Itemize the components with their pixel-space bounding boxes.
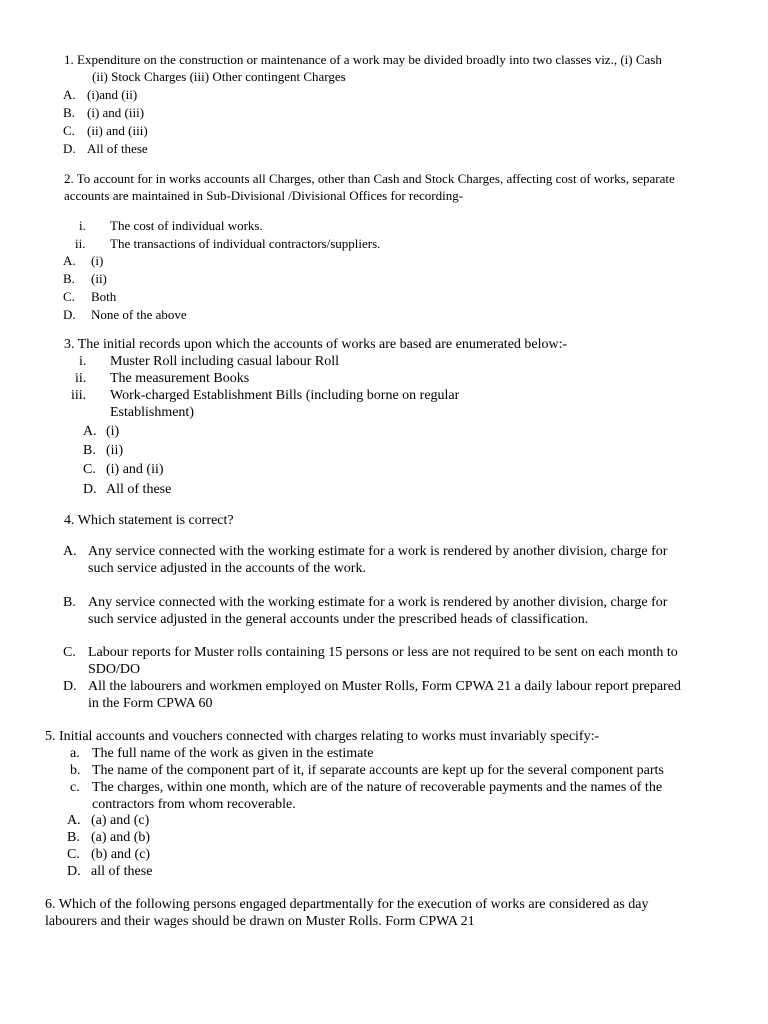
q4-option-b-line1: Any service connected with the working estimate for a work is rendered by another division, charge for [88, 595, 668, 610]
q4-option-a-line1: Any service connected with the working estimate for a work is rendered by another division, charge for [88, 544, 668, 559]
q1-text-line1: 1. Expenditure on the construction or maintenance of a work may be divided broadly into two classes viz., (i) Cash [64, 52, 662, 67]
q2-option-letter: D. [63, 307, 76, 322]
q2-option-c: Both [91, 289, 117, 304]
q1-option-b: (i) and (iii) [87, 105, 145, 120]
q2-item-number: ii. [75, 236, 86, 251]
q5-option-letter: A. [67, 813, 81, 828]
q4-option-letter: B. [63, 595, 76, 610]
q5-item-letter: c. [70, 780, 80, 795]
q2-item-ii: The transactions of individual contractors/suppliers. [110, 236, 381, 251]
q3-option-letter: D. [83, 482, 97, 497]
q4-option-letter: D. [63, 679, 77, 694]
q3-item-i: Muster Roll including casual labour Roll [110, 354, 340, 369]
q1-option-d: All of these [87, 141, 148, 156]
q2-text-line2: accounts are maintained in Sub-Divisional /Divisional Offices for recording- [64, 188, 464, 203]
q4-option-letter: A. [63, 544, 77, 559]
q5-item-a: The full name of the work as given in the estimate [92, 746, 374, 761]
q5-item-c-cont: contractors from whom recoverable. [92, 797, 296, 812]
q3-option-a: (i) [106, 424, 120, 439]
q5-option-c: (b) and (c) [91, 847, 151, 862]
q5-option-letter: C. [67, 847, 80, 862]
q4-option-c-line1: Labour reports for Muster rolls containing 15 persons or less are not required to be sent on each month to [88, 645, 678, 660]
q3-item-number: ii. [75, 371, 87, 386]
q2-option-a: (i) [91, 253, 104, 268]
q3-option-letter: C. [83, 462, 96, 477]
q2-option-d: None of the above [91, 307, 187, 322]
q2-option-letter: B. [63, 271, 75, 286]
q4-option-d-line1: All the labourers and workmen employed on Muster Rolls, Form CPWA 21 a daily labour report prepared [88, 679, 681, 694]
q4-text-line1: 4. Which statement is correct? [64, 513, 234, 528]
q1-option-letter: C. [63, 123, 75, 138]
q3-item-ii: The measurement Books [110, 371, 250, 386]
q2-text-line1: 2. To account for in works accounts all Charges, other than Cash and Stock Charges, affecting cost of works, separate [64, 171, 675, 186]
q5-option-b: (a) and (b) [91, 830, 151, 845]
q3-option-c: (i) and (ii) [106, 462, 164, 477]
q5-text-line1: 5. Initial accounts and vouchers connected with charges relating to works must invariably specify:- [45, 729, 600, 744]
q1-option-letter: D. [63, 141, 76, 156]
q4-option-letter: C. [63, 645, 76, 660]
q1-option-c: (ii) and (iii) [87, 123, 148, 138]
q1-option-letter: B. [63, 105, 75, 120]
q3-item-number: i. [79, 354, 87, 369]
q3-option-letter: A. [83, 424, 97, 439]
q5-item-b: The name of the component part of it, if separate accounts are kept up for the several component parts [92, 763, 664, 778]
q2-option-letter: A. [63, 253, 76, 268]
q3-text-line1: 3. The initial records upon which the accounts of works are based are enumerated below:- [64, 337, 568, 352]
q5-option-d: all of these [91, 864, 153, 879]
q5-option-letter: B. [67, 830, 80, 845]
q3-option-letter: B. [83, 443, 96, 458]
q5-option-a: (a) and (c) [91, 813, 150, 828]
q5-item-c: The charges, within one month, which are of the nature of recoverable payments and the names of the [92, 780, 663, 795]
q2-item-i: The cost of individual works. [110, 218, 263, 233]
q1-text-line2: (ii) Stock Charges (iii) Other contingent Charges [92, 69, 346, 84]
q3-item-iii: Work-charged Establishment Bills (including borne on regular [110, 388, 460, 403]
q4-option-c-line2: SDO/DO [88, 662, 141, 677]
q6-text-line2: labourers and their wages should be drawn on Muster Rolls. Form CPWA 21 [45, 914, 475, 929]
q3-item-iii-cont: Establishment) [110, 405, 194, 420]
q2-item-number: i. [79, 218, 86, 233]
q3-item-number: iii. [71, 388, 87, 403]
q4-option-d-line2: in the Form CPWA 60 [88, 696, 213, 711]
q2-option-letter: C. [63, 289, 75, 304]
q5-option-letter: D. [67, 864, 81, 879]
q4-option-b-line2: such service adjusted in the general accounts under the prescribed heads of classification. [88, 612, 589, 627]
q1-option-letter: A. [63, 87, 76, 102]
q3-option-d: All of these [106, 482, 172, 497]
q4-option-a-line2: such service adjusted in the accounts of the work. [88, 561, 366, 576]
q3-option-b: (ii) [106, 443, 124, 458]
q1-option-a: (i)and (ii) [87, 87, 138, 102]
q6-text-line1: 6. Which of the following persons engaged departmentally for the execution of works are considered as day [45, 897, 649, 912]
q5-item-letter: a. [70, 746, 80, 761]
q2-option-b: (ii) [91, 271, 107, 286]
q5-item-letter: b. [70, 763, 81, 778]
